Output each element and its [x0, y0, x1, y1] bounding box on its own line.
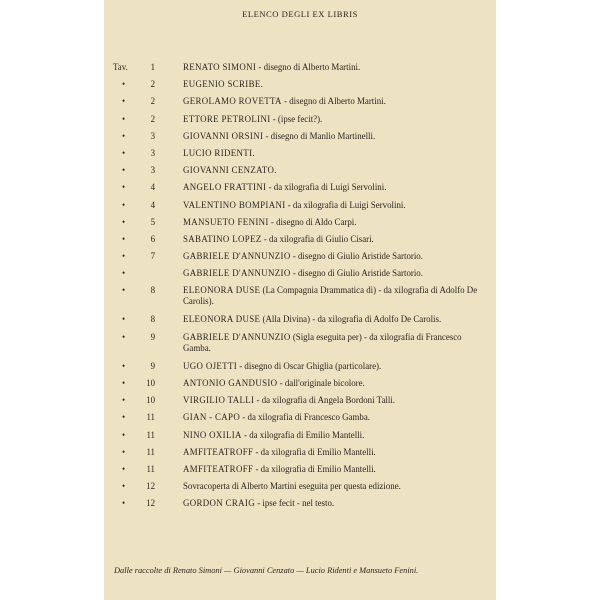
ditto-mark: •: [122, 314, 126, 325]
owner-name: MANSUETO FENINI: [183, 216, 269, 227]
list-item: [104, 96, 496, 107]
list-item: [104, 182, 496, 193]
ex-libris-list: [104, 62, 496, 516]
plate-number: 3: [150, 165, 155, 176]
list-item: [104, 234, 496, 245]
entry-description: - da xilografia di Giulio Cisari.: [261, 233, 374, 244]
ditto-mark: •: [122, 463, 126, 474]
entry-text: [183, 114, 488, 125]
book-page: [104, 0, 496, 600]
entry-description: - da xilografia di Luigi Servolini.: [266, 182, 387, 193]
ditto-mark: •: [122, 79, 126, 90]
owner-name: GIOVANNI ORSINI: [183, 130, 264, 141]
owner-name: GORDON CRAIG: [183, 498, 255, 509]
entry-description: - disegno di Alberto Martini.: [256, 62, 361, 72]
entry-description: (La Compagnia Drammatica di) - da xilografia di Adolfo De Carolis).: [183, 285, 478, 307]
entry-description: - da xilografia di Emilio Mantelli.: [253, 446, 376, 457]
list-item: [104, 165, 496, 176]
entry-text: [183, 498, 488, 509]
entry-text: [183, 182, 488, 193]
entry-text: [183, 217, 488, 228]
owner-name: RENATO SIMONI: [183, 62, 257, 72]
plate-number: 10: [146, 378, 155, 389]
entry-text: [183, 314, 488, 325]
plate-number: 5: [150, 216, 155, 227]
list-item: [104, 314, 496, 325]
plate-number: 8: [150, 314, 155, 325]
footer-note: Dalle raccolte di Renato Simoni — Giovanni Cenzato — Lucio Ridenti e Mansueto Fenini.: [114, 566, 419, 575]
ditto-mark: •: [122, 165, 126, 176]
ditto-mark: •: [122, 182, 126, 193]
ditto-mark: •: [122, 233, 126, 244]
list-item: [104, 378, 496, 389]
list-item: [104, 361, 496, 372]
entry-text: [183, 234, 488, 245]
plate-number: 6: [150, 233, 155, 244]
list-item: [104, 251, 496, 262]
entry-text: [183, 378, 488, 389]
owner-name: SABATINO LOPEZ: [183, 233, 262, 244]
plate-number: 7: [150, 251, 155, 262]
owner-name: ANTONIO GANDUSIO: [183, 378, 278, 389]
plate-number: 2: [150, 113, 155, 124]
entry-description: - disegno di Oscar Ghiglia (particolare).: [237, 360, 382, 371]
plate-number: 3: [150, 130, 155, 141]
owner-name: AMFITEATROFF: [183, 463, 254, 474]
entry-description: (Sigla eseguita per) - da xilografia di Francesco Gamba.: [183, 332, 462, 354]
entry-description: - (ipse fecit?).: [270, 113, 323, 124]
entry-text: [183, 62, 488, 73]
owner-name: GABRIELE D'ANNUNZIO: [183, 268, 291, 279]
owner-name: UGO OJETTI: [183, 360, 238, 371]
ditto-mark: •: [122, 481, 126, 492]
owner-name: AMFITEATROFF: [183, 446, 254, 457]
entry-text: [183, 251, 488, 262]
list-item: [104, 430, 496, 441]
ditto-mark: •: [122, 130, 126, 141]
plate-number: 12: [146, 498, 155, 509]
entry-text: [183, 361, 488, 372]
owner-name: GEROLAMO ROVETTA: [183, 96, 282, 107]
list-item: [104, 412, 496, 423]
ditto-mark: •: [122, 395, 126, 406]
entry-text: [183, 200, 488, 211]
list-item: [104, 464, 496, 475]
plate-number: 1: [150, 62, 155, 72]
ditto-mark: •: [122, 96, 126, 107]
entry-text: [183, 430, 488, 441]
list-item: [104, 114, 496, 125]
list-item: [104, 217, 496, 228]
plate-number: 8: [150, 285, 155, 296]
plate-number: 12: [146, 481, 155, 492]
entry-description: - disegno di Manlio Martinelli.: [263, 130, 376, 141]
tav-label: Tav.: [113, 62, 128, 72]
owner-name: ELEONORA DUSE: [183, 285, 261, 296]
owner-name: GABRIELE D'ANNUNZIO: [183, 332, 291, 343]
owner-name: LUCIO RIDENTI.: [183, 147, 255, 158]
plate-number: 11: [146, 412, 155, 423]
entry-text: [183, 481, 488, 492]
ditto-mark: •: [122, 360, 126, 371]
list-item: [104, 332, 496, 354]
ditto-mark: •: [122, 412, 126, 423]
entry-description: - disegno di Giulio Aristide Sartorio.: [290, 251, 423, 262]
plate-number: 4: [150, 199, 155, 210]
ditto-mark: •: [122, 199, 126, 210]
entry-text: [183, 131, 488, 142]
owner-name: ANGELO FRATTINI: [183, 182, 267, 193]
entry-text: [183, 332, 488, 354]
owner-name: VALENTINO BOMPIANI: [183, 199, 286, 210]
entry-text: [183, 285, 488, 307]
entry-text: [183, 464, 488, 475]
plate-number: 9: [150, 360, 155, 371]
owner-name: GIOVANNI CENZATO.: [183, 165, 277, 176]
ditto-mark: •: [122, 251, 126, 262]
ditto-mark: •: [122, 216, 126, 227]
entry-description: (Alla Divina) - da xilografia di Adolfo De Carolis.: [260, 314, 442, 325]
list-item: [104, 200, 496, 211]
plate-number: 2: [150, 79, 155, 90]
ditto-mark: •: [122, 285, 126, 296]
ditto-mark: •: [122, 429, 126, 440]
plate-number: 2: [150, 96, 155, 107]
entry-description: - da xilografia di Emilio Mantelli.: [241, 429, 365, 440]
ditto-mark: •: [122, 378, 126, 389]
entry-text: [183, 412, 488, 423]
entry-description: - dall'originale bicolore.: [277, 378, 365, 389]
plate-number: 3: [150, 147, 155, 158]
entry-description: - disegno di Giulio Aristide Sartorio.: [290, 268, 423, 279]
entry-text: [183, 165, 488, 176]
list-item: [104, 148, 496, 159]
entry-description: - da xilografia di Angela Bordoni Talli.: [254, 395, 396, 406]
owner-name: VIRGILIO TALLI: [183, 395, 255, 406]
ditto-mark: •: [122, 498, 126, 509]
list-item: [104, 62, 496, 73]
entry-description: - da xilografia di Emilio Mantelli.: [253, 463, 376, 474]
plate-number: 11: [146, 429, 155, 440]
owner-name: ELEONORA DUSE: [183, 314, 261, 325]
list-item: [104, 285, 496, 307]
ditto-mark: •: [122, 147, 126, 158]
ditto-mark: •: [122, 446, 126, 457]
entry-text: [183, 268, 488, 279]
owner-name: NINO OXILIA: [183, 429, 242, 440]
entry-description: - ipse fecit - nel testo.: [255, 498, 335, 509]
plate-number: 10: [146, 395, 155, 406]
entry-description: Sovracoperta di Alberto Martini eseguita per questa edizione.: [183, 481, 401, 492]
ditto-mark: •: [122, 332, 126, 343]
page-title: ELENCO DEGLI EX LIBRIS: [242, 9, 358, 19]
plate-number: 4: [150, 182, 155, 193]
ditto-mark: •: [122, 113, 126, 124]
plate-number: 11: [146, 463, 155, 474]
ditto-mark: •: [122, 268, 126, 279]
list-item: [104, 447, 496, 458]
owner-name: GABRIELE D'ANNUNZIO: [183, 251, 291, 262]
entry-description: - disegno di Alberto Martini.: [281, 96, 386, 107]
list-item: [104, 395, 496, 406]
entry-description: - da xilografia di Francesco Gamba.: [240, 412, 370, 423]
entry-description: - da xilografia di Luigi Servolini.: [285, 199, 406, 210]
owner-name: GIAN - CAPO: [183, 412, 241, 423]
list-item: [104, 498, 496, 509]
list-item: [104, 131, 496, 142]
owner-name: EUGENIO SCRIBE.: [183, 79, 264, 90]
entry-text: [183, 79, 488, 90]
owner-name: ETTORE PETROLINI: [183, 113, 271, 124]
entry-text: [183, 148, 488, 159]
list-item: [104, 481, 496, 492]
entry-description: - disegno di Aldo Carpi.: [268, 216, 357, 227]
entry-text: [183, 96, 488, 107]
list-item: [104, 268, 496, 279]
list-item: [104, 79, 496, 90]
entry-text: [183, 395, 488, 406]
plate-number: 11: [146, 446, 155, 457]
entry-text: [183, 447, 488, 458]
plate-number: 9: [150, 332, 155, 343]
